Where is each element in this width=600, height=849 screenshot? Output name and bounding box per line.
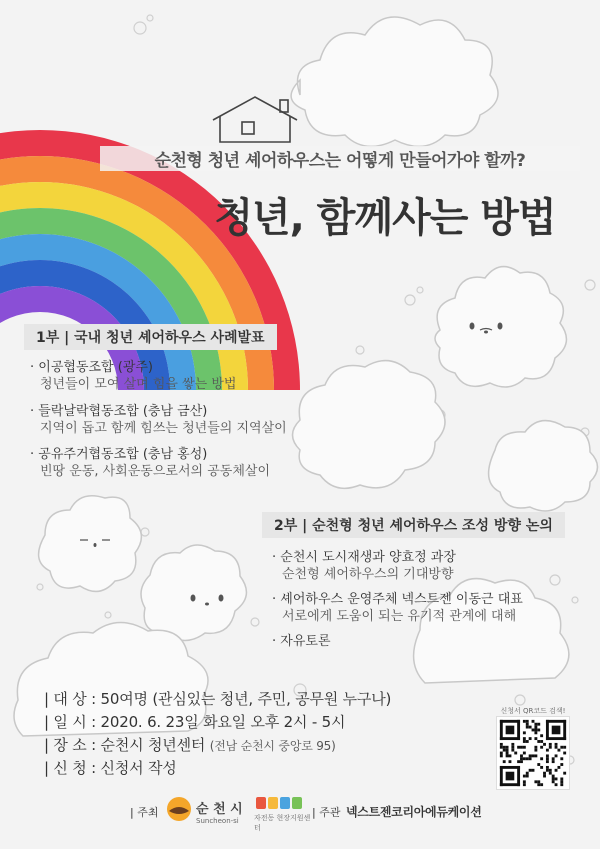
part2-item bbox=[272, 549, 456, 583]
city-name: 순 천 시 bbox=[196, 802, 243, 817]
info-place bbox=[44, 734, 336, 755]
part1-item bbox=[30, 446, 270, 480]
qr-caption: 신청서 QR코드 검색! bbox=[500, 707, 566, 715]
part2-item-name: · 셰어하우스 운영주체 넥스트젠 이동근 대표 bbox=[272, 591, 523, 608]
part2-heading: 2부 | 순천형 청년 셰어하우스 조성 방향 논의 bbox=[262, 512, 565, 538]
part1-item-name: · 들락날락협동조합 (충남 금산) bbox=[30, 403, 287, 420]
suncheon-city-logo-text bbox=[196, 798, 243, 825]
center-logo-icon bbox=[254, 794, 306, 812]
host-name: 넥스트젠코리아에듀케이션 bbox=[346, 805, 482, 819]
qr-code-icon bbox=[497, 717, 569, 789]
suncheon-city-logo-icon bbox=[166, 796, 192, 822]
event-subtitle: 순천형 청년 셰어하우스는 어떻게 만들어가야 할까? bbox=[100, 146, 580, 171]
info-apply: | 신 청 : 신청서 작성 bbox=[44, 759, 177, 777]
part1-item-name: · 공유주거협동조합 (충남 홍성) bbox=[30, 446, 270, 463]
part1-heading: 1부 | 국내 청년 셰어하우스 사례발표 bbox=[24, 324, 277, 350]
house-icon bbox=[213, 97, 297, 142]
part2-item-name: · 순천시 도시재생과 양효정 과장 bbox=[272, 549, 456, 566]
info-datetime: | 일 시 : 2020. 6. 23일 화요일 오후 2시 - 5시 bbox=[44, 713, 346, 731]
qr-code[interactable] bbox=[496, 716, 570, 790]
part1-item-desc: 청년들이 모여 살며 힘을 쌓는 방법 bbox=[40, 377, 237, 392]
event-title: 청년, 함께사는 방법 bbox=[214, 195, 556, 241]
part2-item-desc: 서로에게 도움이 되는 유기적 관계에 대해 bbox=[282, 609, 517, 624]
organizer-label: | 주최 bbox=[130, 806, 159, 819]
part2-item bbox=[272, 591, 523, 625]
info-place-name: | 장 소 : 순천시 청년센터 bbox=[44, 736, 206, 754]
part1-item-desc: 지역이 돕고 함께 힘쓰는 청년들의 지역살이 bbox=[40, 421, 287, 436]
info-target: | 대 상 : 50여명 (관심있는 청년, 주민, 공무원 누구나) bbox=[44, 690, 392, 708]
part1-item bbox=[30, 359, 236, 393]
part1-item-desc: 빈땅 운동, 사회운동으로서의 공동체살이 bbox=[40, 464, 271, 479]
center-logo-sub: 자전동 현장지원센터 bbox=[254, 814, 311, 832]
part2-item-desc: 순천형 셰어하우스의 기대방향 bbox=[282, 567, 454, 582]
host-label: | 주관 bbox=[312, 806, 341, 819]
part2-item bbox=[272, 633, 331, 650]
part2-item-name: · 자유토론 bbox=[272, 633, 331, 650]
part1-item bbox=[30, 403, 287, 437]
city-name-en: Suncheon-si bbox=[196, 817, 239, 825]
info-place-detail: (전남 순천시 중앙로 95) bbox=[209, 739, 336, 753]
part1-item-name: · 이공협동조합 (광주) bbox=[30, 359, 236, 376]
